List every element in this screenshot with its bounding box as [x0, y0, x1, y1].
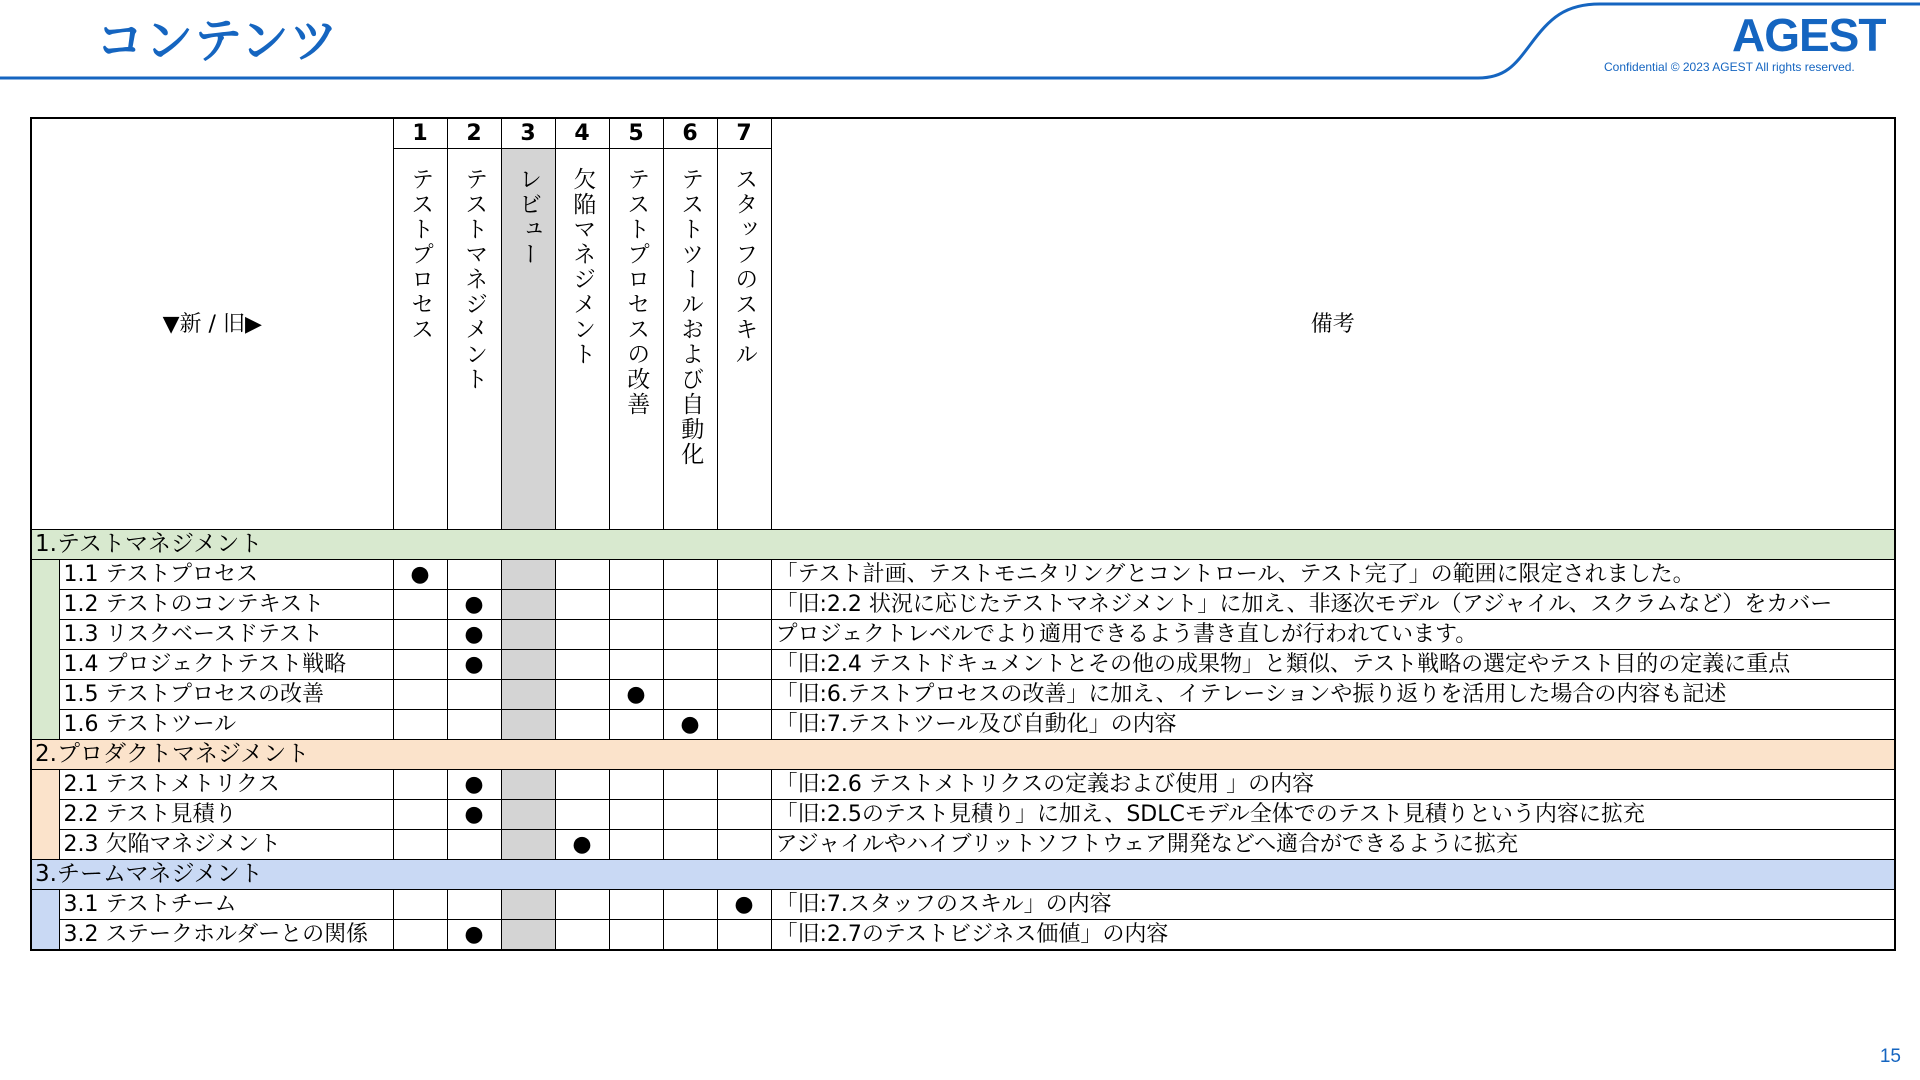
mark-cell-col-3	[501, 800, 555, 830]
column-header-6	[663, 149, 717, 530]
section-indent-bar	[31, 800, 59, 830]
table-row	[31, 800, 1895, 830]
column-header-2	[447, 149, 501, 530]
mark-cell-col-6	[663, 710, 717, 740]
mark-cell-col-4	[555, 560, 609, 590]
mark-dot: ●	[464, 772, 484, 797]
table-row	[31, 680, 1895, 710]
mark-cell-col-4	[555, 770, 609, 800]
column-header-3	[501, 149, 555, 530]
mark-cell-col-4	[555, 620, 609, 650]
section-title: 2.プロダクトマネジメント	[31, 740, 1895, 770]
table-row	[31, 710, 1895, 740]
mark-cell-col-5	[609, 590, 663, 620]
column-number-6: 6	[663, 118, 717, 149]
remark-text: 「旧:2.5のテスト見積り」に加え、SDLCモデル全体でのテスト見積りという内容に拡充	[771, 800, 1895, 830]
mark-cell-col-1	[393, 920, 447, 951]
item-label: 2.3 欠陥マネジメント	[59, 830, 393, 860]
remark-text: 「旧:2.6 テストメトリクスの定義および使用 」の内容	[771, 770, 1895, 800]
corner-label: ▼新 / 旧▶	[31, 118, 393, 530]
mark-cell-col-7	[717, 770, 771, 800]
mark-cell-col-6	[663, 590, 717, 620]
mapping-table	[30, 117, 1896, 951]
mark-cell-col-4	[555, 590, 609, 620]
section-row	[31, 740, 1895, 770]
section-indent-bar	[31, 710, 59, 740]
mark-cell-col-3	[501, 770, 555, 800]
section-row	[31, 860, 1895, 890]
section-indent-bar	[31, 590, 59, 620]
remark-text: 「旧:2.4 テストドキュメントとその他の成果物」と類似、テスト戦略の選定やテスト目的の定義に重点	[771, 650, 1895, 680]
mark-cell-col-6	[663, 770, 717, 800]
mark-cell-col-2	[447, 620, 501, 650]
remark-text: 「旧:6.テストプロセスの改善」に加え、イテレーションや振り返りを活用した場合の内容も記述	[771, 680, 1895, 710]
mark-cell-col-7	[717, 920, 771, 951]
mark-cell-col-6	[663, 920, 717, 951]
column-label-1: テストプロセス	[407, 167, 434, 342]
mark-cell-col-4	[555, 710, 609, 740]
mark-dot: ●	[464, 592, 484, 617]
mark-cell-col-4	[555, 650, 609, 680]
table-row	[31, 920, 1895, 951]
mark-cell-col-3	[501, 890, 555, 920]
mark-cell-col-3	[501, 560, 555, 590]
mark-cell-col-1	[393, 800, 447, 830]
header-row-numbers	[31, 118, 1895, 149]
mark-cell-col-2	[447, 680, 501, 710]
column-number-3: 3	[501, 118, 555, 149]
column-number-1: 1	[393, 118, 447, 149]
mark-cell-col-7	[717, 890, 771, 920]
table-row	[31, 590, 1895, 620]
mark-cell-col-2	[447, 830, 501, 860]
column-number-4: 4	[555, 118, 609, 149]
mark-dot: ●	[410, 562, 430, 587]
column-label-7: スタッフのスキル	[731, 167, 758, 367]
section-indent-bar	[31, 890, 59, 920]
mark-cell-col-6	[663, 800, 717, 830]
table-row	[31, 620, 1895, 650]
mark-cell-col-4	[555, 680, 609, 710]
page-title: コンテンツ	[96, 13, 339, 69]
mark-cell-col-2	[447, 920, 501, 951]
mark-cell-col-5	[609, 800, 663, 830]
mark-cell-col-7	[717, 560, 771, 590]
mark-cell-col-1	[393, 560, 447, 590]
remark-text: 「テスト計画、テストモニタリングとコントロール、テスト完了」の範囲に限定されました。	[771, 560, 1895, 590]
mark-cell-col-4	[555, 830, 609, 860]
item-label: 1.6 テストツール	[59, 710, 393, 740]
mark-cell-col-2	[447, 890, 501, 920]
column-label-5: テストプロセスの改善	[623, 167, 650, 417]
column-header-7	[717, 149, 771, 530]
mark-cell-col-2	[447, 770, 501, 800]
remark-text: 「旧:7.テストツール及び自動化」の内容	[771, 710, 1895, 740]
column-number-5: 5	[609, 118, 663, 149]
mark-dot: ●	[680, 712, 700, 737]
mark-cell-col-6	[663, 560, 717, 590]
mark-dot: ●	[734, 892, 754, 917]
mark-dot: ●	[464, 922, 484, 947]
column-label-2: テストマネジメント	[461, 167, 488, 392]
mark-cell-col-3	[501, 590, 555, 620]
column-header-5	[609, 149, 663, 530]
column-label-3: レビュー	[515, 167, 542, 267]
item-label: 3.2 ステークホルダーとの関係	[59, 920, 393, 951]
mark-cell-col-2	[447, 710, 501, 740]
column-header-1	[393, 149, 447, 530]
mark-cell-col-4	[555, 920, 609, 951]
item-label: 1.5 テストプロセスの改善	[59, 680, 393, 710]
mark-dot: ●	[572, 832, 592, 857]
mark-cell-col-6	[663, 890, 717, 920]
item-label: 1.4 プロジェクトテスト戦略	[59, 650, 393, 680]
table-row	[31, 650, 1895, 680]
table-row	[31, 770, 1895, 800]
mark-cell-col-5	[609, 560, 663, 590]
mark-cell-col-2	[447, 800, 501, 830]
section-indent-bar	[31, 560, 59, 590]
mark-cell-col-4	[555, 890, 609, 920]
table-row	[31, 890, 1895, 920]
column-header-4	[555, 149, 609, 530]
item-label: 1.1 テストプロセス	[59, 560, 393, 590]
section-title: 1.テストマネジメント	[31, 530, 1895, 560]
remark-text: プロジェクトレベルでより適用できるよう書き直しが行われています。	[771, 620, 1895, 650]
item-label: 1.2 テストのコンテキスト	[59, 590, 393, 620]
mark-cell-col-3	[501, 620, 555, 650]
mark-cell-col-2	[447, 650, 501, 680]
mark-dot: ●	[464, 652, 484, 677]
mark-cell-col-6	[663, 830, 717, 860]
table-row	[31, 830, 1895, 860]
item-label: 2.1 テストメトリクス	[59, 770, 393, 800]
brand-logo: AGEST	[1732, 9, 1886, 61]
column-number-2: 2	[447, 118, 501, 149]
mark-cell-col-7	[717, 830, 771, 860]
header-decor-line	[0, 0, 1920, 90]
mark-cell-col-1	[393, 830, 447, 860]
mark-cell-col-6	[663, 650, 717, 680]
mark-cell-col-1	[393, 650, 447, 680]
mark-cell-col-1	[393, 680, 447, 710]
mark-cell-col-5	[609, 830, 663, 860]
mark-cell-col-1	[393, 590, 447, 620]
section-indent-bar	[31, 770, 59, 800]
mark-cell-col-2	[447, 590, 501, 620]
mark-cell-col-7	[717, 590, 771, 620]
mark-cell-col-5	[609, 920, 663, 951]
column-label-6: テストツールおよび自動化	[677, 167, 704, 467]
item-label: 1.3 リスクベースドテスト	[59, 620, 393, 650]
mark-cell-col-3	[501, 650, 555, 680]
mark-cell-col-7	[717, 800, 771, 830]
item-label: 2.2 テスト見積り	[59, 800, 393, 830]
section-indent-bar	[31, 920, 59, 951]
mark-cell-col-5	[609, 770, 663, 800]
page-number: 15	[1879, 1046, 1901, 1067]
mark-cell-col-4	[555, 800, 609, 830]
mark-cell-col-7	[717, 620, 771, 650]
remark-text: 「旧:2.2 状況に応じたテストマネジメント」に加え、非逐次モデル（アジャイル、スクラムなど）をカバー	[771, 590, 1895, 620]
mark-cell-col-6	[663, 620, 717, 650]
remark-text: 「旧:2.7のテストビジネス価値」の内容	[771, 920, 1895, 951]
mark-cell-col-2	[447, 560, 501, 590]
mark-dot: ●	[626, 682, 646, 707]
item-label: 3.1 テストチーム	[59, 890, 393, 920]
mark-cell-col-1	[393, 620, 447, 650]
mark-cell-col-5	[609, 650, 663, 680]
mark-cell-col-6	[663, 680, 717, 710]
confidential-notice: Confidential © 2023 AGEST All rights reserved.	[1604, 60, 1855, 74]
mark-cell-col-7	[717, 680, 771, 710]
mark-cell-col-5	[609, 890, 663, 920]
section-indent-bar	[31, 650, 59, 680]
section-indent-bar	[31, 620, 59, 650]
section-title: 3.チームマネジメント	[31, 860, 1895, 890]
remark-text: 「旧:7.スタッフのスキル」の内容	[771, 890, 1895, 920]
mark-cell-col-3	[501, 710, 555, 740]
section-indent-bar	[31, 830, 59, 860]
mark-cell-col-3	[501, 830, 555, 860]
mark-cell-col-3	[501, 920, 555, 951]
mark-cell-col-1	[393, 710, 447, 740]
mark-cell-col-3	[501, 680, 555, 710]
mark-cell-col-1	[393, 770, 447, 800]
mark-dot: ●	[464, 622, 484, 647]
column-label-4: 欠陥マネジメント	[569, 167, 596, 367]
mark-cell-col-7	[717, 650, 771, 680]
remarks-header: 備考	[771, 118, 1895, 530]
mark-cell-col-1	[393, 890, 447, 920]
mark-cell-col-5	[609, 620, 663, 650]
column-number-7: 7	[717, 118, 771, 149]
remark-text: アジャイルやハイブリットソフトウェア開発などへ適合ができるように拡充	[771, 830, 1895, 860]
table-row	[31, 560, 1895, 590]
mark-cell-col-5	[609, 680, 663, 710]
mark-dot: ●	[464, 802, 484, 827]
section-row	[31, 530, 1895, 560]
section-indent-bar	[31, 680, 59, 710]
mark-cell-col-7	[717, 710, 771, 740]
mark-cell-col-5	[609, 710, 663, 740]
